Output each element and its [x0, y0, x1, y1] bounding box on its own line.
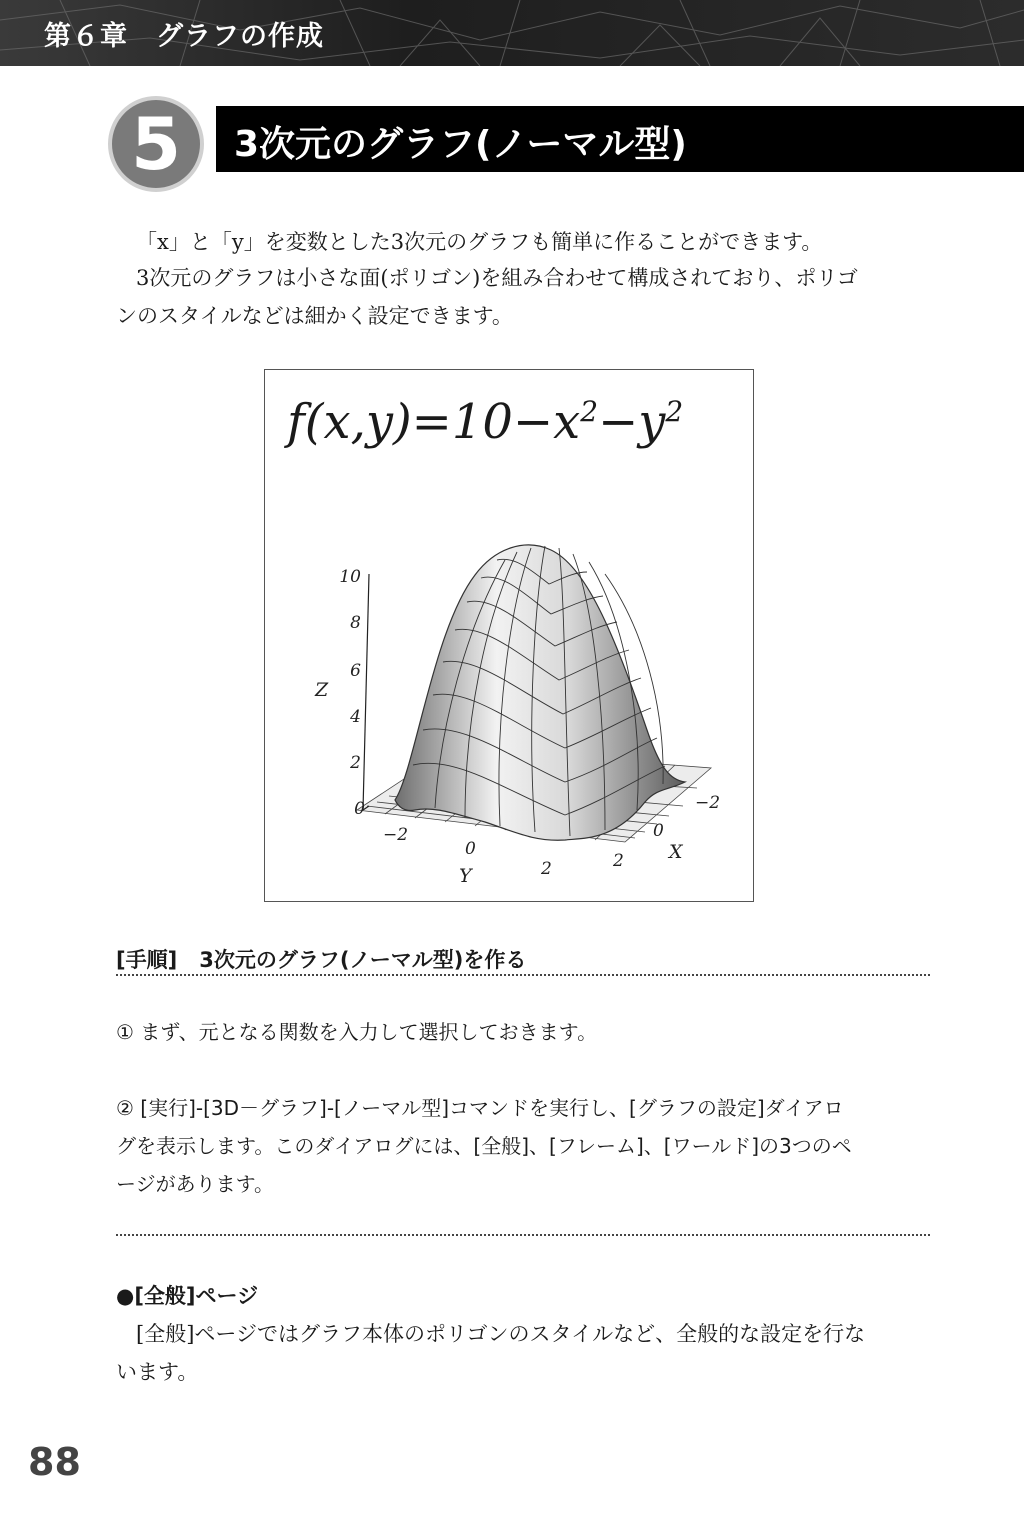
section-number: 5 [130, 102, 182, 186]
intro-line-3: ンのスタイルなどは細かく設定できます。 [116, 304, 513, 328]
intro-line-2: 3次元のグラフは小さな面(ポリゴン)を組み合わせて構成されており、ポリゴ [136, 266, 858, 290]
y-axis-label: Y [459, 865, 472, 887]
z-axis-label: Z [315, 679, 329, 701]
figure-3d-graph [264, 369, 754, 902]
section-number-badge [108, 96, 204, 192]
x-tick: −2 [695, 793, 721, 813]
y-tick: 0 [465, 839, 476, 859]
formula-exponent-1: 2 [580, 395, 599, 428]
general-page-line-2: います。 [116, 1360, 199, 1384]
chapter-header-band [0, 0, 1024, 66]
z-tick: 6 [350, 661, 361, 681]
general-page-line-1: [全般]ページではグラフ本体のポリゴンのスタイルなど、全般的な設定を行な [136, 1322, 866, 1346]
step-2-line-3: ージがあります。 [116, 1172, 274, 1196]
section-title: 3次元のグラフ(ノーマル型) [234, 124, 687, 165]
dotted-divider-bottom [116, 1234, 930, 1236]
procedure-title: 3次元のグラフ(ノーマル型)を作る [199, 948, 527, 972]
x-tick: 2 [613, 851, 624, 871]
x-axis-label: X [669, 841, 683, 863]
dotted-divider-top [116, 974, 930, 976]
z-tick: 4 [350, 707, 361, 727]
intro-line-1: 「x」と「y」を変数とした3次元のグラフも簡単に作ることができます。 [136, 230, 823, 254]
procedure-label: [手順] [116, 948, 178, 972]
procedure-heading [116, 944, 526, 974]
z-tick: 2 [350, 753, 361, 773]
formula-mid: −y [598, 394, 666, 450]
y-tick: −2 [383, 825, 409, 845]
step-2-line-1: ② [実行]-[3D－グラフ]-[ノーマル型]コマンドを実行し、[グラフの設定]ダイアロ [116, 1096, 844, 1120]
x-tick: 0 [653, 821, 664, 841]
chapter-label: 第６章 グラフの作成 [44, 21, 324, 52]
formula-main: f(x,y)=10−x [287, 394, 581, 450]
y-tick: 2 [541, 859, 552, 879]
z-tick: 0 [354, 799, 365, 819]
surface-plot [265, 370, 752, 900]
step-2-line-2: グを表示します。このダイアログには、[全般]、[フレーム]、[ワールド]の3つのペ [116, 1134, 852, 1158]
step-1: ① まず、元となる関数を入力して選択しておきます。 [116, 1020, 598, 1044]
z-tick: 10 [339, 567, 361, 587]
z-ticks [339, 567, 365, 819]
dome-surface [395, 545, 685, 840]
formula-exponent-2: 2 [665, 395, 684, 428]
page-number: 88 [28, 1440, 81, 1484]
general-page-heading: ●[全般]ページ [116, 1284, 259, 1308]
z-axis [363, 574, 369, 810]
section-title-bar [216, 106, 1024, 172]
z-tick: 8 [350, 613, 361, 633]
